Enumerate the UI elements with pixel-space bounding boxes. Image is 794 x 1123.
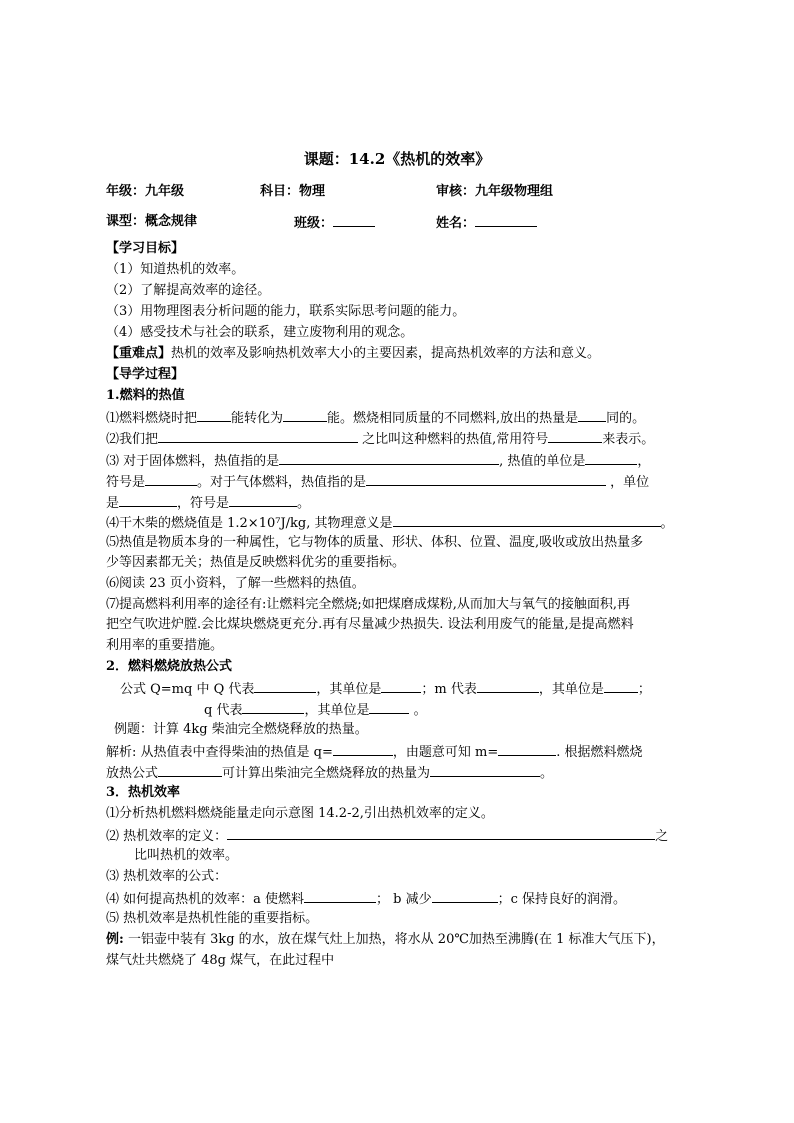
class-blank[interactable] — [333, 212, 375, 227]
s1-line-10: ⑺提高燃料利用率的途径有:让燃料完全燃烧;如把煤磨成煤粉,从而加大与氧气的接触面积,再 — [106, 597, 631, 612]
s1-line-4 — [106, 471, 649, 493]
answer-blank[interactable] — [279, 450, 499, 465]
text: , 热值的单位是 — [499, 454, 586, 469]
name-blank[interactable] — [475, 212, 537, 227]
answer-blank[interactable] — [304, 888, 376, 903]
answer-blank[interactable] — [369, 699, 409, 714]
answer-blank[interactable] — [393, 512, 661, 527]
s1-line-3 — [106, 450, 650, 472]
s3-line-2 — [106, 825, 668, 847]
text: 可计算出柴油完全燃烧释放的热量为 — [222, 766, 431, 781]
s1-line-6 — [106, 512, 674, 534]
s1-line-5 — [106, 492, 310, 514]
s3-line-4: ⑶ 热机效率的公式： — [106, 869, 228, 884]
header-row-1 — [106, 182, 184, 202]
goal-item-1: （1）知道热机的效率。 — [106, 262, 245, 277]
text: ； — [637, 682, 651, 697]
s3-line-3: 比叫热机的效率。 — [134, 848, 239, 863]
section2-heading: 2．燃料燃烧放热公式 — [106, 659, 233, 674]
text: ；c 保持良好的润滑。 — [497, 892, 627, 907]
goal-item-4: （4）感受技术与社会的联系，建立废物利用的观念。 — [106, 325, 414, 340]
s1-line-9: ⑹阅读 23 页小资料，了解一些燃料的热值。 — [106, 576, 365, 591]
s2-analysis-1 — [106, 741, 642, 763]
goal-item-2: （2）了解提高效率的途径。 — [106, 283, 271, 298]
text: ，其单位是 — [538, 682, 604, 697]
s1-line-11: 把空气吹进炉膛.会比煤块燃烧更充分.再有尽量减少热损失. 设法利用废气的能量,是提高燃料 — [106, 617, 634, 632]
answer-blank[interactable] — [227, 825, 655, 840]
text: 公式 Q=mq 中 Q 代表 — [120, 682, 255, 697]
key-points-label: 【重难点】 — [106, 346, 172, 361]
goal-item-3: （3）用物理图表分析问题的能力，联系实际思考问题的能力。 — [106, 304, 466, 319]
text: 同的。 — [606, 411, 646, 426]
answer-blank[interactable] — [548, 428, 602, 443]
text: ⑷ 如何提高热机的效率：a 使燃料 — [106, 892, 305, 907]
example-label: 例: — [106, 932, 124, 947]
name-label: 姓名： — [436, 216, 476, 231]
s1-line-7: ⑸热值是物质本身的一种属性，它与物体的质量、形状、体积、位置、温度,吸收或放出热量多 — [106, 535, 644, 550]
name-field[interactable] — [436, 212, 537, 234]
grade-label: 年级：九年级 — [106, 184, 185, 199]
answer-blank[interactable] — [333, 741, 393, 756]
text: 之 — [655, 829, 669, 844]
text: ⑴燃料燃烧时把 — [106, 411, 198, 426]
s3-line-6: ⑸ 热机效率是热机性能的重要指标。 — [106, 911, 319, 926]
text: ⑶ 对于固体燃料，热值指的是 — [106, 454, 280, 469]
s2-example: 例题：计算 4kg 柴油完全燃烧释放的热量。 — [114, 722, 368, 737]
s3-example-1 — [106, 930, 665, 950]
text: ，由题意可知 m= — [392, 745, 499, 760]
answer-blank[interactable] — [119, 492, 177, 507]
key-points — [106, 344, 600, 364]
s3-line-1: ⑴分析热机燃料燃烧能量走向示意图 14.2-2,引出热机效率的定义。 — [106, 806, 494, 821]
answer-blank[interactable] — [578, 407, 606, 422]
text: ，单位 — [610, 475, 650, 490]
section1-heading: 1.燃料的热值 — [106, 388, 185, 403]
answer-blank[interactable] — [158, 428, 358, 443]
text: 。对于气体燃料，热值指的是 — [197, 475, 367, 490]
answer-blank[interactable] — [432, 888, 498, 903]
text: 。 — [660, 516, 674, 531]
answer-blank[interactable] — [498, 741, 556, 756]
section3-heading: 3．热机效率 — [106, 785, 181, 800]
class-label: 班级： — [294, 216, 334, 231]
answer-blank[interactable] — [254, 678, 316, 693]
page-title: 课题：14.2《热机的效率》 — [303, 150, 491, 168]
lesson-type-label: 课型：概念规律 — [106, 214, 198, 229]
s2-formula-2 — [204, 699, 427, 721]
process-heading: 【导学过程】 — [106, 367, 185, 382]
answer-blank[interactable] — [242, 699, 304, 714]
text: 。 — [413, 703, 427, 718]
answer-blank[interactable] — [197, 407, 231, 422]
text: ，其单位是 — [316, 682, 382, 697]
s2-analysis-2 — [106, 762, 553, 784]
key-points-text: 热机的效率及影响热机效率大小的主要因素，提高热机效率的方法和意义。 — [171, 346, 601, 361]
text: 。 — [540, 766, 554, 781]
text: 能转化为 — [231, 411, 284, 426]
s1-line-1 — [106, 407, 645, 429]
answer-blank[interactable] — [585, 450, 637, 465]
s3-example-2: 煤气灶共燃烧了 48g 煤气，在此过程中 — [106, 953, 335, 968]
text: ，其单位是 — [304, 703, 370, 718]
text: ， — [637, 454, 651, 469]
text: ⑵ 热机效率的定义： — [106, 829, 228, 844]
text: ； b 减少 — [376, 892, 432, 907]
text: 放热公式 — [106, 766, 159, 781]
text: ⑵我们把 — [106, 432, 159, 447]
text: 解析: 从热值表中查得柴油的热值是 q= — [106, 745, 333, 760]
goals-heading: 【学习目标】 — [106, 241, 185, 256]
text: 之比叫这种燃料的热值,常用符号 — [362, 432, 549, 447]
answer-blank[interactable] — [430, 762, 540, 777]
text: 一铝壶中装有 3kg 的水，放在煤气灶上加热，将水从 20℃加热至沸腾(在 1 标准大气压下)， — [123, 932, 665, 947]
text: 是 — [106, 496, 120, 511]
text: 。 — [297, 496, 311, 511]
text: 符号是 — [106, 475, 146, 490]
s2-formula-1 — [120, 678, 651, 700]
class-field[interactable] — [294, 212, 375, 234]
text: . 根据燃料燃烧 — [556, 745, 643, 760]
text: ⑷干木柴的燃烧值是 1.2×10⁷J/kg, 其物理意义是 — [106, 516, 393, 531]
reviewer-label: 审核：九年级物理组 — [436, 184, 554, 199]
s1-line-8: 少等因素都无关；热值是反映燃料优劣的重要指标。 — [106, 555, 406, 570]
answer-blank[interactable] — [158, 762, 222, 777]
text: ，符号是 — [177, 496, 230, 511]
s1-line-2 — [106, 428, 654, 450]
answer-blank[interactable] — [229, 492, 297, 507]
s1-line-12: 利用率的重要措施。 — [106, 638, 224, 653]
text: ；m 代表 — [421, 682, 477, 697]
answer-blank[interactable] — [283, 407, 327, 422]
answer-blank[interactable] — [366, 471, 606, 486]
s3-line-5 — [106, 888, 626, 910]
subject-label: 科目：物理 — [260, 184, 326, 199]
text: q 代表 — [204, 703, 243, 718]
text: 能。燃烧相同质量的不同燃料,放出的热量是 — [327, 411, 579, 426]
answer-blank[interactable] — [477, 678, 539, 693]
answer-blank[interactable] — [604, 678, 638, 693]
text: 来表示。 — [602, 432, 655, 447]
answer-blank[interactable] — [145, 471, 197, 486]
answer-blank[interactable] — [381, 678, 421, 693]
